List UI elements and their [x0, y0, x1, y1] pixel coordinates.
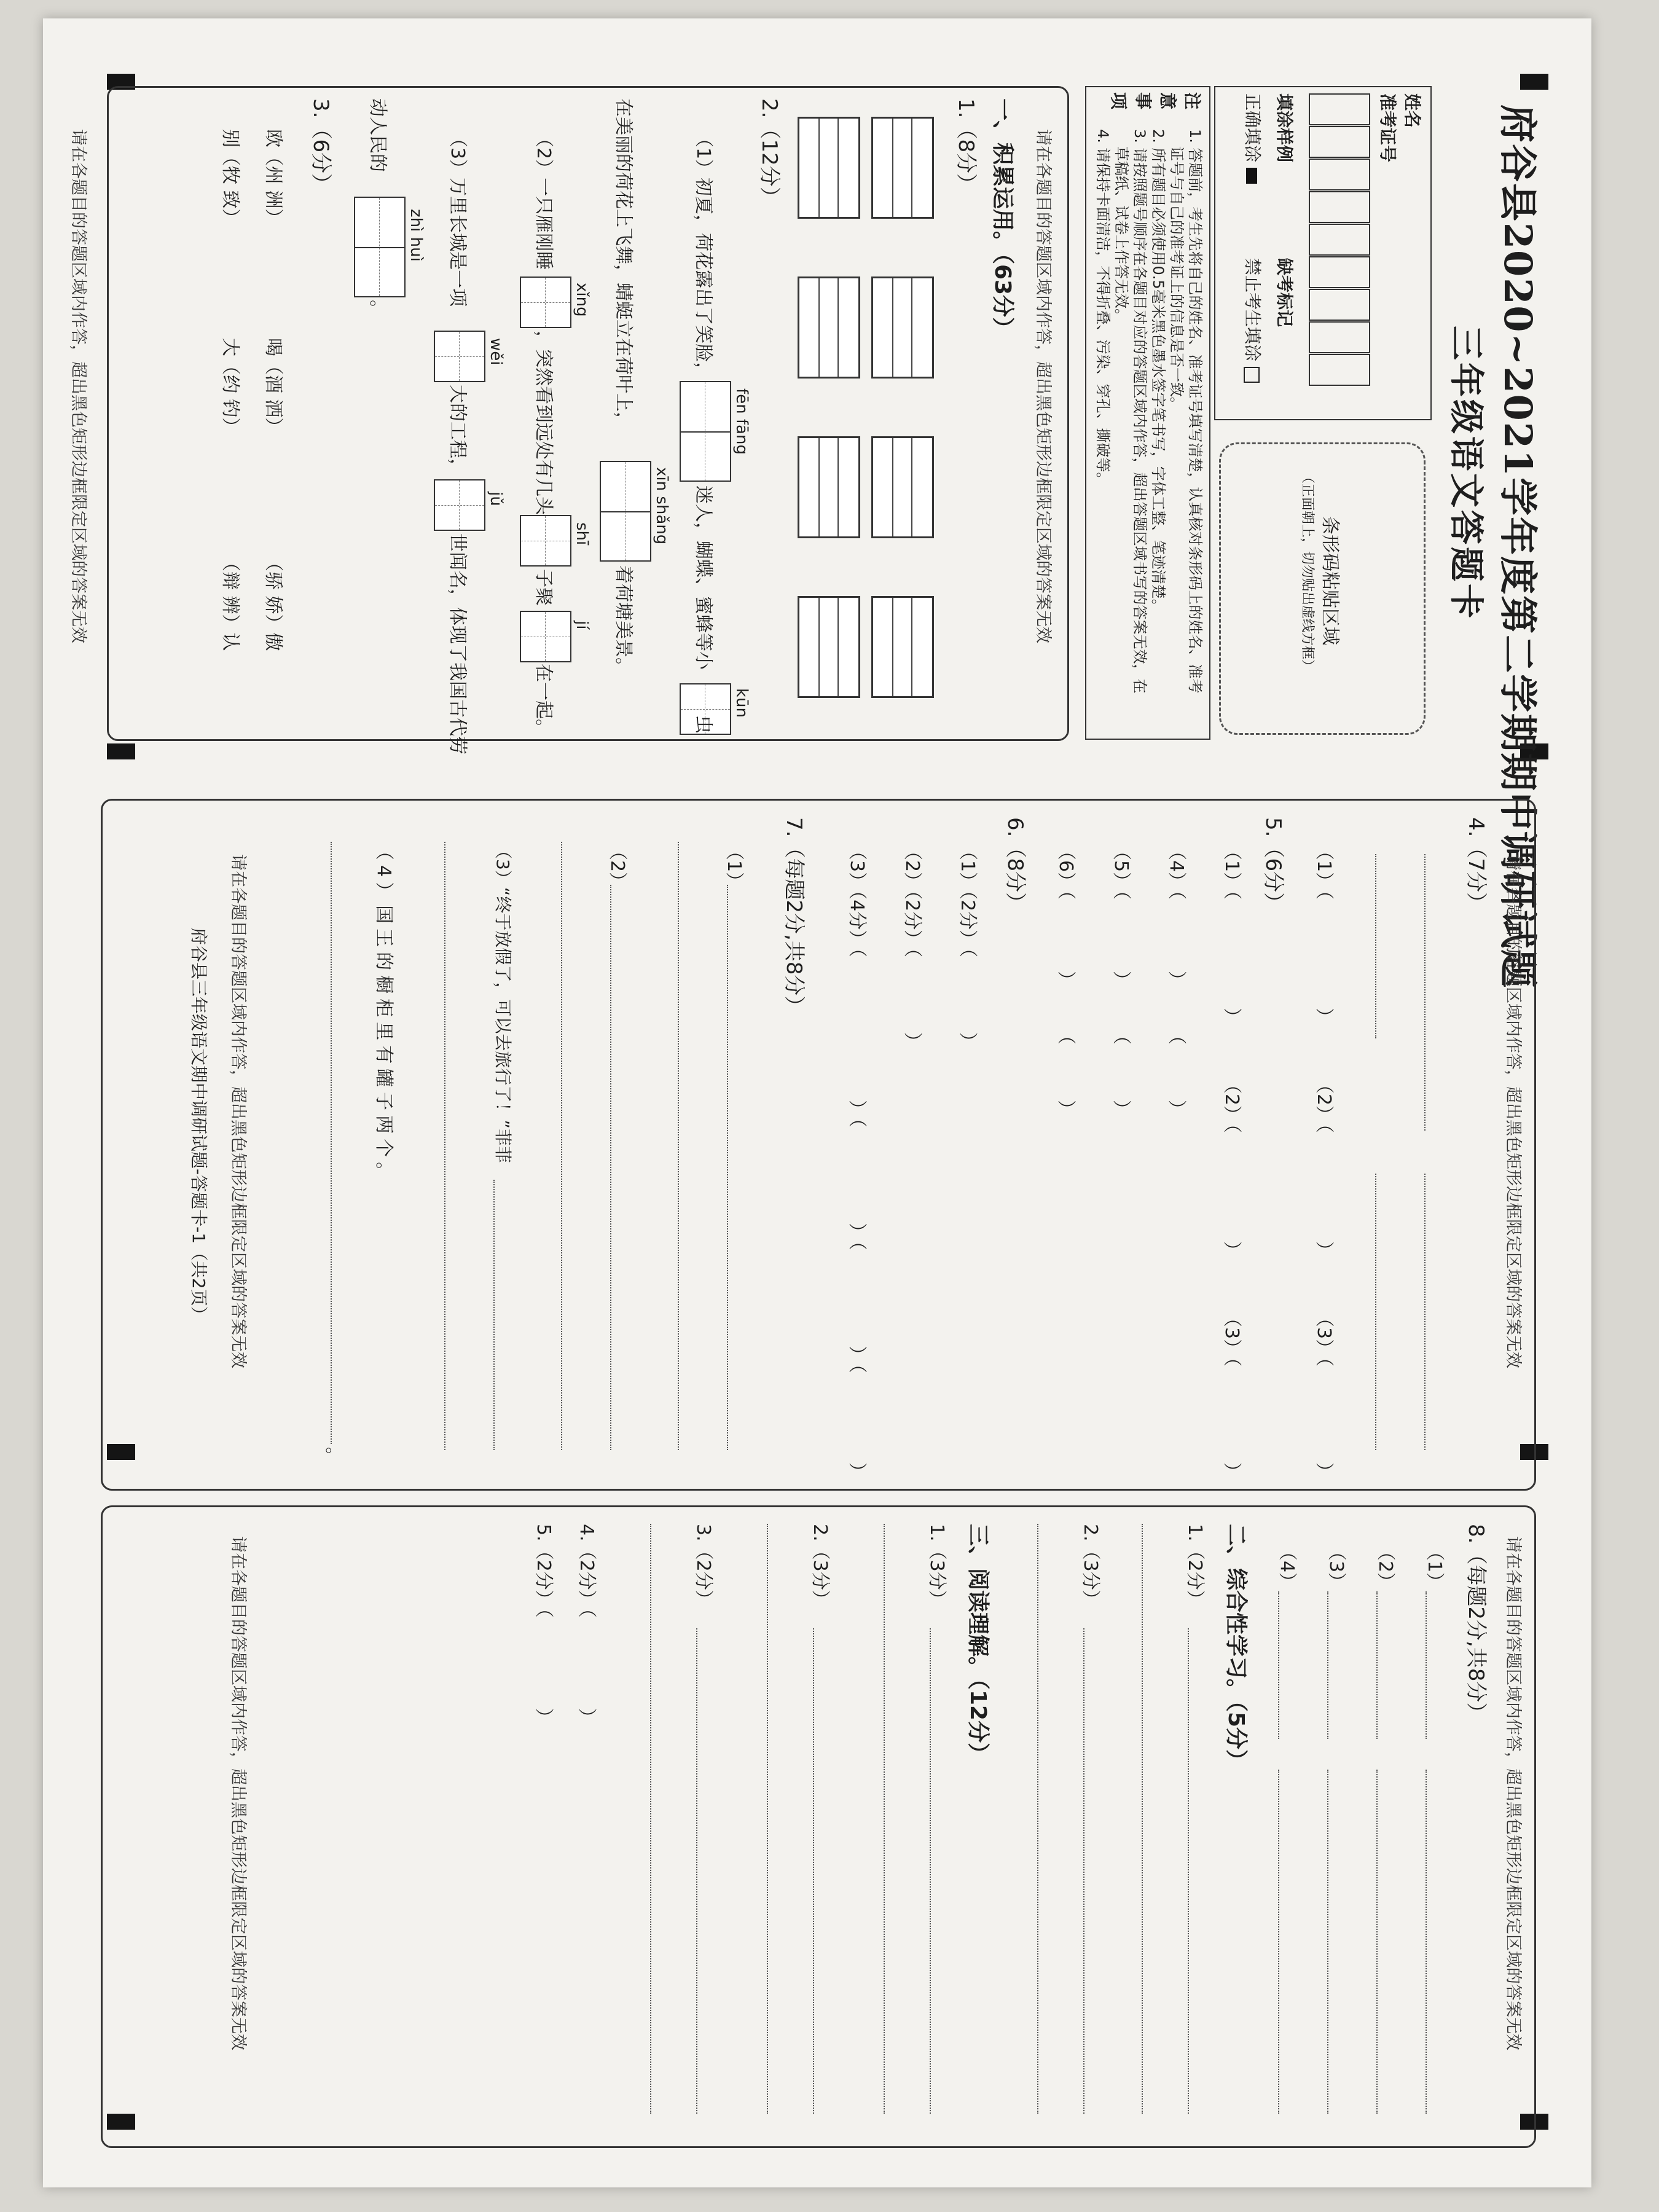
no-fill-label: [1241, 258, 1266, 383]
q3-option: （辩 辨）认: [219, 553, 241, 651]
exam-no-cell[interactable]: [1309, 289, 1370, 321]
s2-question: 2.（3分）: [1080, 1524, 1101, 1609]
exam-no-cell[interactable]: [1309, 126, 1370, 158]
s3-answer-line[interactable]: [696, 1628, 697, 2114]
exam-no-cell[interactable]: [1309, 191, 1370, 223]
q8-answer-line[interactable]: [1327, 1770, 1328, 2114]
note-line: 证号与自己的准考证上的信息是否一致。: [1168, 146, 1185, 412]
q4-answer-line[interactable]: [1375, 854, 1376, 1038]
q2-1b-end: 着荷塘美景。: [613, 565, 634, 676]
q5-mark-close: ）: [1166, 971, 1187, 989]
answer-grid-shi[interactable]: [520, 515, 571, 567]
q5-mark-close: ）: [1221, 1462, 1242, 1481]
correct-fill-text: 正确填涂: [1242, 93, 1263, 163]
q2-2-mid2: 子聚: [533, 569, 554, 606]
panel-3-warning: 请在各题目的答题区域内作答，超出黑色矩形边框限定区域的答案无效: [1504, 1536, 1523, 2050]
character-writing-box[interactable]: [871, 276, 934, 378]
exam-no-cell[interactable]: [1309, 321, 1370, 353]
pinyin-kun: kūn: [732, 688, 751, 718]
q2-1b-text: 在美丽的荷花上飞舞，蜻蜓立在荷叶上，: [613, 98, 634, 430]
q3-option: 喝（酒 洒）: [262, 338, 284, 436]
q2-1-end: 虫: [692, 715, 714, 734]
q7-answer-line[interactable]: [610, 885, 611, 1450]
notes-label: 注意事项: [1108, 92, 1202, 110]
q5-mark: （3）（: [1221, 1309, 1242, 1367]
q2-3-mid: 大的工程，: [447, 385, 468, 477]
q6-mark-close: ）: [901, 1032, 923, 1051]
q2-3b-text: 动人民的: [367, 98, 388, 172]
q5-mark-close: ）: [1110, 1100, 1132, 1118]
note-line: 3. 请按照题号顺序在各题目对应的答题区域内作答，超出答题区域书写的答案无效，在: [1131, 129, 1148, 694]
answer-grid-wei[interactable]: [434, 331, 485, 382]
s2-answer-line[interactable]: [1188, 1628, 1189, 2114]
q7-item: （4）国王的橱柜里有罐子两个。: [373, 842, 394, 1186]
q8-item: （3）: [1325, 1542, 1347, 1591]
s3-question: 4.（2分）（: [576, 1524, 597, 1618]
pinyin-xing: xǐng: [573, 283, 591, 317]
question-6-label: 6.（8分）: [1003, 817, 1027, 914]
note-line: 4. 请保持卡面清洁，不得折叠、污染、穿孔、撕破等。: [1094, 129, 1112, 487]
q7-answer-line[interactable]: [678, 842, 679, 1450]
q4-mark-close: ）: [1313, 1462, 1335, 1481]
pinyin-ji: jí: [573, 621, 591, 630]
s2-answer-line[interactable]: [1037, 1524, 1038, 2114]
exam-no-cell[interactable]: [1309, 224, 1370, 256]
pinyin-zhihui: zhì huì: [407, 209, 425, 262]
q6-mark-close: ）: [846, 1462, 868, 1481]
q7-answer-line[interactable]: [493, 1180, 495, 1450]
correct-fill-label: [1241, 93, 1266, 184]
q8-answer-line[interactable]: [1278, 1591, 1279, 1739]
q7-answer-line[interactable]: [444, 842, 445, 1450]
name-label: 姓名: [1402, 93, 1422, 128]
q6-mark-close: ）（: [846, 1346, 868, 1373]
q2-3-end: 世闻名，体现了我国古代劳: [447, 533, 468, 755]
section-3-title: 三、阅读理解。（12分）: [965, 1524, 990, 1765]
panel-1-warning: 请在各题目的答题区域内作答，超出黑色矩形边框限定区域的答案无效: [1033, 129, 1053, 643]
q6-mark: （2）（2分）（: [901, 842, 923, 958]
notes-list: [1094, 129, 1204, 694]
character-writing-box[interactable]: [798, 117, 860, 219]
q2-2-text: （2）一只雁刚睡: [533, 129, 554, 270]
q3-option: 欧（州 洲）: [262, 129, 284, 227]
exam-no-cell[interactable]: [1309, 93, 1370, 125]
panel-1-footer-warning: 请在各题目的答题区域内作答，超出黑色矩形边框限定区域的答案无效: [69, 129, 88, 643]
character-writing-box[interactable]: [798, 436, 860, 538]
panel-2-warning: 请在各题目的答题区域内作答，超出黑色矩形边框限定区域的答案无效: [1504, 854, 1523, 1368]
q6-mark: （3）（4分）（: [846, 842, 868, 958]
q7-item: （1）: [723, 842, 745, 891]
q5-mark-close: ）: [1166, 1100, 1187, 1118]
q7-end-period: 。: [323, 1447, 344, 1465]
question-8-label: 8.（每题2分,共8分）: [1464, 1524, 1488, 1724]
barcode-sub: （正面朝上，切勿贴出虚线方框）: [1300, 470, 1315, 673]
q5-mark: （6）（: [1055, 842, 1077, 900]
q2-2-end: 在一起。: [533, 664, 554, 737]
q8-item: （2）: [1375, 1542, 1396, 1591]
q8-answer-line[interactable]: [1376, 1770, 1378, 2114]
q4-answer-line[interactable]: [1375, 1174, 1376, 1450]
exam-title: 府谷县2020~2021学年度第二学期期中调研试题: [1496, 104, 1540, 989]
q5-mark-close: ）: [1221, 1008, 1242, 1026]
answer-card: [69, 37, 1573, 2169]
character-writing-box[interactable]: [871, 117, 934, 219]
q5-mark: （1）（: [1221, 842, 1242, 900]
answer-grid-xing[interactable]: [520, 276, 571, 328]
s3-question: 3.（2分）: [692, 1524, 714, 1609]
q7-answer-line[interactable]: [561, 842, 562, 1450]
s2-answer-line[interactable]: [1142, 1524, 1143, 2114]
s2-question: 1.（2分）: [1184, 1524, 1206, 1609]
section-1-title: 一、积累运用。（63分）: [990, 98, 1015, 340]
answer-grid-xinshang[interactable]: [600, 461, 651, 562]
q4-mark-close: ）: [1313, 1241, 1335, 1260]
q2-3b-end: 。: [367, 300, 388, 318]
q7-answer-line[interactable]: [331, 842, 332, 1444]
pinyin-shi: shī: [573, 522, 591, 546]
answer-grid-ju[interactable]: [434, 479, 485, 531]
s3-answer-line[interactable]: [813, 1628, 814, 2114]
s3-close-paren: ）: [576, 1708, 597, 1727]
pinyin-wei: wěi: [487, 338, 505, 366]
missing-mark-label: 缺考标记: [1274, 258, 1295, 327]
question-5-label: 5.（6分）: [1261, 817, 1285, 914]
q2-3-text: （3）万里长城是一项: [447, 129, 468, 307]
q3-option: （骄 娇）傲: [262, 553, 284, 651]
s3-question: 1.（3分）: [926, 1524, 947, 1609]
alignment-marker: [1520, 74, 1548, 90]
pinyin-fenfang: fēn fāng: [732, 388, 751, 455]
q6-mark-close: ）（: [846, 1100, 868, 1128]
pinyin-ju: jǔ: [487, 492, 505, 506]
q8-item: （1）: [1424, 1542, 1445, 1591]
question-7-label: 7.（每题2分,共8分）: [782, 817, 806, 1017]
q8-answer-line[interactable]: [1426, 1591, 1427, 1739]
q4-mark: （3）（: [1313, 1309, 1335, 1367]
q6-mark: （1）（2分）（: [957, 842, 978, 958]
filled-mark-icon: [1246, 168, 1257, 184]
pinyin-xinshang: xīn shǎng: [653, 467, 671, 545]
q4-answer-line[interactable]: [1424, 1174, 1426, 1450]
q5-mark: （4）（: [1166, 842, 1187, 900]
q7-item: （2）: [606, 842, 628, 891]
q3-option: 别（牧 致）: [219, 129, 241, 227]
panel-2-footer-warning: 请在各题目的答题区域内作答，超出黑色矩形边框限定区域的答案无效: [229, 854, 248, 1368]
q4-mark-close: ）: [1313, 1008, 1335, 1026]
question-3-label: 3.（6分）: [308, 98, 333, 195]
q5-mark-close: ）: [1055, 1100, 1077, 1118]
s3-close-paren: ）: [533, 1708, 554, 1727]
answer-grid-ji[interactable]: [520, 611, 571, 662]
q2-1-text: （1）初夏，荷花露出了笑脸，: [692, 129, 714, 381]
alignment-marker: [107, 743, 135, 759]
q8-item: （4）: [1276, 1542, 1298, 1591]
q2-2-mid: ，突然看到远处有几头: [533, 331, 554, 515]
s3-answer-line[interactable]: [884, 1524, 885, 2114]
note-line: 1. 答题前，考生先将自己的姓名、准考证号填写清楚，认真核对条形码上的姓名、准考: [1186, 129, 1204, 694]
fill-example-label: 填涂样例: [1274, 93, 1295, 163]
q4-mark: （2）（: [1313, 1075, 1335, 1134]
q7-answer-line[interactable]: [727, 885, 728, 1450]
character-writing-box[interactable]: [798, 276, 860, 378]
card-subtitle: 三年级语文答题卡: [1446, 326, 1486, 621]
q5-mark-close: ）: [1221, 1241, 1242, 1260]
character-writing-box[interactable]: [871, 436, 934, 538]
q5-mark-close: ）: [1110, 971, 1132, 989]
s3-answer-line[interactable]: [650, 1524, 651, 2114]
character-writing-box[interactable]: [871, 596, 934, 698]
q3-option: 大（约 钓）: [219, 338, 241, 436]
q8-answer-line[interactable]: [1376, 1591, 1378, 1739]
q5-mark-close: ）: [1055, 971, 1077, 989]
note-line: 2. 所有题目必须使用0.5毫米黑色墨水签字笔书写，字体工整、笔迹清楚。: [1150, 129, 1167, 614]
exam-no-cell[interactable]: [1309, 256, 1370, 288]
exam-no-cell[interactable]: [1309, 159, 1370, 190]
page-footer: 府谷县三年级语文期中调研试题-答题卡-1（共2页）: [189, 928, 209, 1324]
answer-grid-zhihui[interactable]: [354, 197, 406, 297]
section-2-title: 二、综合性学习。（5分）: [1223, 1524, 1249, 1772]
q4-mark: （1）（: [1313, 842, 1335, 900]
q6-mark-close: ）（: [846, 1223, 868, 1250]
q7-item: （3）“终于放假了，可以去旅行了！”菲菲: [493, 842, 513, 1163]
barcode-label: 条形码粘贴区域: [1319, 516, 1341, 645]
panel-3-footer-warning: 请在各题目的答题区域内作答，超出黑色矩形边框限定区域的答案无效: [229, 1536, 248, 2050]
s2-answer-line[interactable]: [1083, 1628, 1084, 2114]
answer-grid-fenfang[interactable]: [680, 381, 731, 482]
note-line: 草稿纸、试卷上作答无效。: [1113, 146, 1130, 323]
q8-answer-line[interactable]: [1278, 1770, 1279, 2114]
q6-mark-close: ）: [957, 1032, 978, 1051]
q5-mark: （: [1166, 1026, 1187, 1045]
q5-mark: （: [1110, 1026, 1132, 1045]
exam-no-label: 准考证号: [1378, 93, 1398, 163]
exam-no-cell[interactable]: [1309, 354, 1370, 386]
s3-answer-line[interactable]: [767, 1524, 768, 2114]
question-2-label: 2.（12分）: [757, 98, 782, 208]
question-4-label: 4.（7分）: [1464, 817, 1488, 914]
missing-mark-checkbox[interactable]: [1244, 367, 1260, 383]
character-writing-box[interactable]: [798, 596, 860, 698]
question-1-label: 1.（8分）: [954, 98, 978, 195]
q5-mark: （2）（: [1221, 1075, 1242, 1134]
q5-mark: （: [1055, 1026, 1077, 1045]
q4-answer-line[interactable]: [1424, 854, 1426, 1131]
answer-panel-2: [101, 799, 1536, 1491]
q8-answer-line[interactable]: [1327, 1591, 1328, 1739]
s3-question: 5.（2分）（: [533, 1524, 554, 1618]
no-fill-text: 禁止考生填涂: [1242, 258, 1263, 362]
s3-question: 2.（3分）: [809, 1524, 831, 1609]
q5-mark: （5）（: [1110, 842, 1132, 900]
s3-answer-line[interactable]: [930, 1628, 931, 2114]
q2-1-mid: 迷人，蝴蝶、蜜蜂等小: [692, 485, 714, 670]
q8-answer-line[interactable]: [1426, 1770, 1427, 2114]
